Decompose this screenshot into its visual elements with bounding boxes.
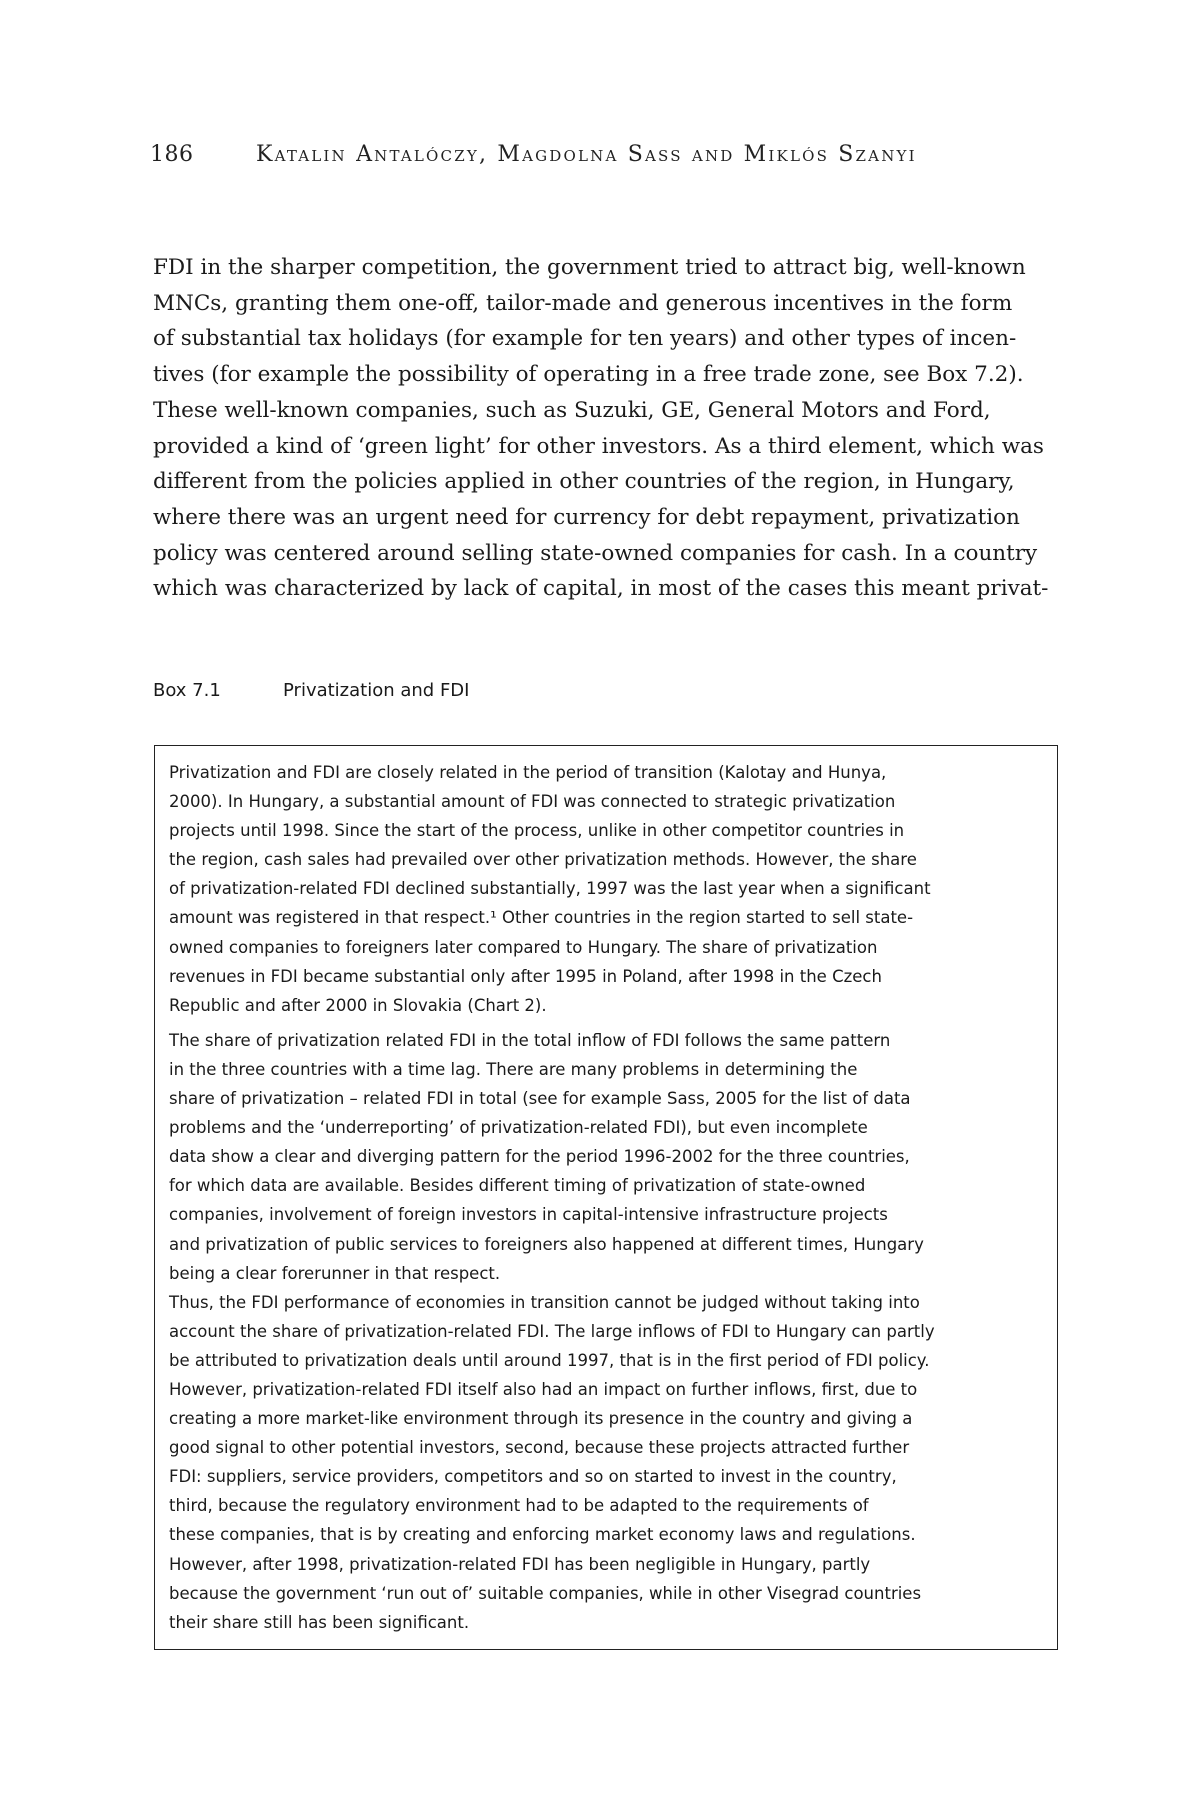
text-box <box>154 745 1058 1650</box>
box-text-line: amount was registered in that respect.¹ Other countries in the region started to sell state- <box>169 908 914 928</box>
body-paragraph <box>153 250 1058 607</box>
box-text-line: these companies, that is by creating and enforcing market economy laws and regulations. <box>169 1525 916 1545</box>
page-number: 186 <box>150 142 194 167</box>
box-text-line: for which data are available. Besides different timing of privatization of state-owned <box>169 1176 866 1196</box>
box-text-line: because the government ‘run out of’ suitable companies, while in other Visegrad countries <box>169 1583 922 1603</box>
box-text-line: be attributed to privatization deals until around 1997, that is in the first period of FDI policy. <box>169 1350 930 1370</box>
box-text-line: The share of privatization related FDI in the total inflow of FDI follows the same pattern <box>169 1030 891 1050</box>
text-line: provided a kind of ‘green light’ for other investors. As a third element, which was <box>153 433 1044 459</box>
box-text-line: third, because the regulatory environment had to be adapted to the requirements of <box>169 1496 869 1516</box>
box-text-line: in the three countries with a time lag. There are many problems in determining the <box>169 1059 858 1079</box>
box-text-line: being a clear forerunner in that respect. <box>169 1263 501 1283</box>
box-text-line: projects until 1998. Since the start of the process, unlike in other competitor countries in <box>169 821 905 841</box>
box-text-line: data show a clear and diverging pattern for the period 1996-2002 for the three countries, <box>169 1147 910 1167</box>
box-text-line: account the share of privatization-related FDI. The large inflows of FDI to Hungary can partly <box>169 1321 935 1341</box>
box-number: Box 7.1 <box>153 680 221 701</box>
text-line: FDI in the sharper competition, the government tried to attract big, well-known <box>153 255 1026 280</box>
box-paragraph <box>169 1026 1039 1288</box>
text-line: tives (for example the possibility of operating in a free trade zone, see Box 7.2). <box>153 362 1024 388</box>
box-heading <box>153 680 1058 701</box>
box-text-line: creating a more market-like environment through its presence in the country and giving a <box>169 1409 913 1429</box>
running-head-authors: Katalin Antalóczy, Magdolna Sass and Miklós Szanyi <box>256 142 917 167</box>
box-text-line: Republic and after 2000 in Slovakia (Chart 2). <box>169 995 547 1015</box>
box-text-line: owned companies to foreigners later compared to Hungary. The share of privatization <box>169 937 878 957</box>
box-text-line: the region, cash sales had prevailed over other privatization methods. However, the share <box>169 850 917 870</box>
box-title: Privatization and FDI <box>283 680 470 701</box>
text-line: These well-known companies, such as Suzuki, GE, General Motors and Ford, <box>153 397 991 423</box>
box-paragraph <box>169 758 1039 1020</box>
box-text-line: revenues in FDI became substantial only after 1995 in Poland, after 1998 in the Czech <box>169 966 882 986</box>
text-line: which was characterized by lack of capital, in most of the cases this meant privat- <box>153 576 1049 602</box>
box-text-line: their share still has been significant. <box>169 1612 470 1632</box>
box-text-line: Thus, the FDI performance of economies in transition cannot be judged without taking into <box>169 1292 920 1312</box>
box-text-line: of privatization-related FDI declined substantially, 1997 was the last year when a significant <box>169 879 931 899</box>
box-text-line: good signal to other potential investors, second, because these projects attracted further <box>169 1438 910 1458</box>
running-head <box>150 142 1050 167</box>
text-line: policy was centered around selling state-owned companies for cash. In a country <box>153 540 1038 566</box>
box-text-line: companies, involvement of foreign investors in capital-intensive infrastructure projects <box>169 1205 888 1225</box>
box-text-line: Privatization and FDI are closely related in the period of transition (Kalotay and Hunya, <box>169 763 887 782</box>
box-text-line: problems and the ‘underreporting’ of privatization-related FDI), but even incomplete <box>169 1118 868 1138</box>
box-text-line: However, privatization-related FDI itself also had an impact on further inflows, first, due to <box>169 1379 918 1399</box>
box-text-line: and privatization of public services to foreigners also happened at different times, Hungary <box>169 1234 924 1254</box>
box-text-line: However, after 1998, privatization-related FDI has been negligible in Hungary, partly <box>169 1554 871 1574</box>
box-text-line: share of privatization – related FDI in total (see for example Sass, 2005 for the list of data <box>169 1089 911 1109</box>
box-paragraph <box>169 1288 1039 1637</box>
text-line: where there was an urgent need for currency for debt repayment, privatization <box>153 504 1020 530</box>
text-line: MNCs, granting them one-off, tailor-made and generous incentives in the form <box>153 290 1013 316</box>
box-text-line: 2000). In Hungary, a substantial amount of FDI was connected to strategic privatization <box>169 792 896 812</box>
text-line: different from the policies applied in other countries of the region, in Hungary, <box>153 469 1015 495</box>
box-text-line: FDI: suppliers, service providers, competitors and so on started to invest in the country, <box>169 1467 897 1487</box>
text-line: of substantial tax holidays (for example for ten years) and other types of incen- <box>153 326 1017 352</box>
